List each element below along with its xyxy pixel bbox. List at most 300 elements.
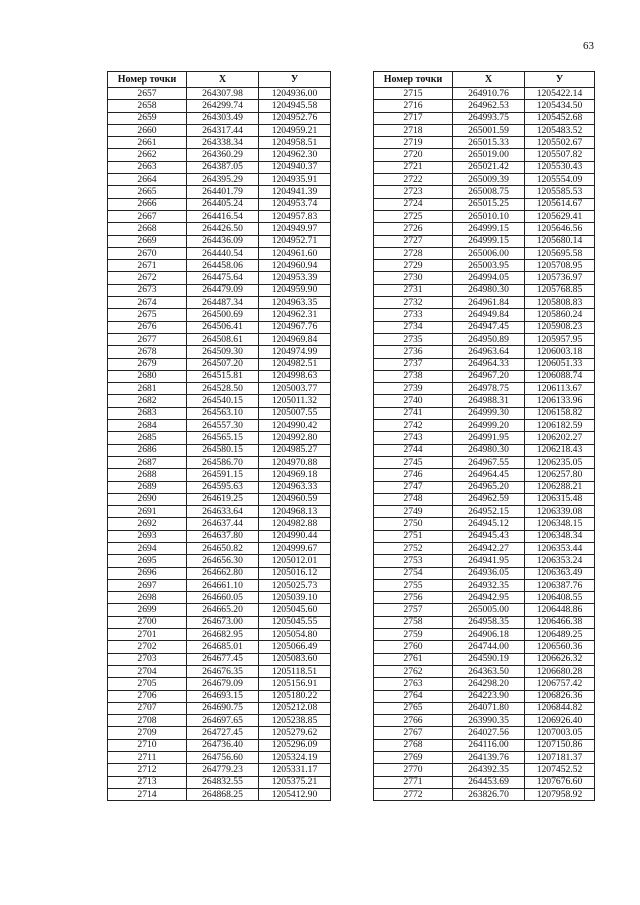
table-row bbox=[108, 124, 331, 136]
table-row bbox=[108, 641, 331, 653]
table-row bbox=[108, 370, 331, 382]
table-row bbox=[108, 727, 331, 739]
point-number-cell: 2660 bbox=[108, 124, 187, 136]
point-number-cell: 2713 bbox=[108, 776, 187, 788]
point-number-cell: 2734 bbox=[374, 321, 453, 333]
y-coordinate-cell: 1205695.58 bbox=[525, 247, 595, 259]
table-row bbox=[108, 346, 331, 358]
y-coordinate-cell: 1205012.01 bbox=[259, 555, 331, 567]
y-coordinate-cell: 1204982.51 bbox=[259, 358, 331, 370]
table-row bbox=[108, 149, 331, 161]
table-row bbox=[374, 333, 595, 345]
point-number-cell: 2722 bbox=[374, 174, 453, 186]
point-number-cell: 2723 bbox=[374, 186, 453, 198]
point-number-cell: 2760 bbox=[374, 641, 453, 653]
table-header-row bbox=[108, 72, 331, 88]
table-row bbox=[374, 309, 595, 321]
x-coordinate-cell: 265008.75 bbox=[453, 186, 525, 198]
point-number-cell: 2746 bbox=[374, 469, 453, 481]
point-number-cell: 2735 bbox=[374, 333, 453, 345]
x-coordinate-cell: 264967.20 bbox=[453, 370, 525, 382]
point-number-cell: 2707 bbox=[108, 702, 187, 714]
table-row bbox=[108, 284, 331, 296]
x-coordinate-cell: 264540.15 bbox=[187, 395, 259, 407]
point-number-cell: 2658 bbox=[108, 100, 187, 112]
y-coordinate-cell: 1204990.44 bbox=[259, 530, 331, 542]
table-row bbox=[108, 555, 331, 567]
point-number-cell: 2726 bbox=[374, 223, 453, 235]
x-coordinate-cell: 264479.09 bbox=[187, 284, 259, 296]
x-coordinate-cell: 264405.24 bbox=[187, 198, 259, 210]
table-row bbox=[108, 739, 331, 751]
y-coordinate-cell: 1207003.05 bbox=[525, 727, 595, 739]
y-coordinate-cell: 1206158.82 bbox=[525, 407, 595, 419]
x-coordinate-cell: 264679.09 bbox=[187, 678, 259, 690]
y-coordinate-cell: 1205039.10 bbox=[259, 592, 331, 604]
y-coordinate-cell: 1206218.43 bbox=[525, 444, 595, 456]
table-row bbox=[374, 752, 595, 764]
point-number-cell: 2758 bbox=[374, 616, 453, 628]
x-coordinate-cell: 264508.61 bbox=[187, 333, 259, 345]
point-number-cell: 2753 bbox=[374, 555, 453, 567]
table-row bbox=[108, 112, 331, 124]
y-coordinate-cell: 1205422.14 bbox=[525, 88, 595, 100]
point-number-cell: 2748 bbox=[374, 493, 453, 505]
y-coordinate-cell: 1206113.67 bbox=[525, 383, 595, 395]
point-number-cell: 2675 bbox=[108, 309, 187, 321]
y-coordinate-cell: 1205530.43 bbox=[525, 161, 595, 173]
point-number-cell: 2692 bbox=[108, 518, 187, 530]
point-number-cell: 2689 bbox=[108, 481, 187, 493]
x-coordinate-cell: 264307.98 bbox=[187, 88, 259, 100]
x-coordinate-cell: 264999.30 bbox=[453, 407, 525, 419]
table-row bbox=[374, 469, 595, 481]
table-row bbox=[374, 137, 595, 149]
point-number-cell: 2673 bbox=[108, 284, 187, 296]
point-number-cell: 2747 bbox=[374, 481, 453, 493]
y-coordinate-cell: 1205007.55 bbox=[259, 407, 331, 419]
point-number-cell: 2771 bbox=[374, 776, 453, 788]
table-row bbox=[108, 481, 331, 493]
point-number-cell: 2764 bbox=[374, 690, 453, 702]
x-coordinate-cell: 264360.29 bbox=[187, 149, 259, 161]
y-coordinate-cell: 1205646.56 bbox=[525, 223, 595, 235]
point-number-cell: 2739 bbox=[374, 383, 453, 395]
y-coordinate-cell: 1204968.13 bbox=[259, 506, 331, 518]
point-number-cell: 2697 bbox=[108, 579, 187, 591]
point-number-cell: 2724 bbox=[374, 198, 453, 210]
table-row bbox=[108, 137, 331, 149]
x-coordinate-cell: 264952.15 bbox=[453, 506, 525, 518]
y-coordinate-cell: 1205629.41 bbox=[525, 210, 595, 222]
y-coordinate-cell: 1204960.59 bbox=[259, 493, 331, 505]
table-row bbox=[108, 210, 331, 222]
y-coordinate-cell: 1205054.80 bbox=[259, 629, 331, 641]
table-row bbox=[374, 235, 595, 247]
y-coordinate-cell: 1205483.52 bbox=[525, 124, 595, 136]
x-coordinate-cell: 264994.05 bbox=[453, 272, 525, 284]
table-row bbox=[108, 579, 331, 591]
y-coordinate-cell: 1204941.39 bbox=[259, 186, 331, 198]
point-number-cell: 2738 bbox=[374, 370, 453, 382]
y-coordinate-cell: 1206088.74 bbox=[525, 370, 595, 382]
table-row bbox=[108, 223, 331, 235]
y-coordinate-cell: 1206202.27 bbox=[525, 432, 595, 444]
y-coordinate-cell: 1206408.55 bbox=[525, 592, 595, 604]
point-number-cell: 2676 bbox=[108, 321, 187, 333]
table-row bbox=[108, 518, 331, 530]
table-row bbox=[374, 407, 595, 419]
x-coordinate-cell: 264980.30 bbox=[453, 444, 525, 456]
point-number-cell: 2763 bbox=[374, 678, 453, 690]
y-coordinate-cell: 1204985.27 bbox=[259, 444, 331, 456]
table-row bbox=[374, 456, 595, 468]
x-coordinate-cell: 264387.05 bbox=[187, 161, 259, 173]
x-coordinate-cell: 264299.74 bbox=[187, 100, 259, 112]
x-coordinate-cell: 265006.00 bbox=[453, 247, 525, 259]
y-coordinate-cell: 1204970.88 bbox=[259, 456, 331, 468]
x-coordinate-cell: 264027.56 bbox=[453, 727, 525, 739]
point-number-cell: 2700 bbox=[108, 616, 187, 628]
table-row bbox=[374, 100, 595, 112]
point-number-cell: 2661 bbox=[108, 137, 187, 149]
x-coordinate-cell: 264942.95 bbox=[453, 592, 525, 604]
x-coordinate-cell: 264727.45 bbox=[187, 727, 259, 739]
table-row bbox=[108, 432, 331, 444]
table-row bbox=[374, 690, 595, 702]
y-coordinate-cell: 1205045.60 bbox=[259, 604, 331, 616]
x-coordinate-cell: 264676.35 bbox=[187, 665, 259, 677]
table-row bbox=[374, 788, 595, 800]
table-row bbox=[108, 690, 331, 702]
table-row bbox=[374, 481, 595, 493]
point-number-cell: 2679 bbox=[108, 358, 187, 370]
x-coordinate-cell: 264595.63 bbox=[187, 481, 259, 493]
x-coordinate-cell: 264303.49 bbox=[187, 112, 259, 124]
y-coordinate-cell: 1204969.18 bbox=[259, 469, 331, 481]
point-number-cell: 2667 bbox=[108, 210, 187, 222]
point-number-cell: 2759 bbox=[374, 629, 453, 641]
y-coordinate-cell: 1207181.37 bbox=[525, 752, 595, 764]
table-row bbox=[374, 186, 595, 198]
point-number-cell: 2754 bbox=[374, 567, 453, 579]
x-coordinate-cell: 264453.69 bbox=[453, 776, 525, 788]
x-coordinate-cell: 264416.54 bbox=[187, 210, 259, 222]
point-number-cell: 2695 bbox=[108, 555, 187, 567]
point-number-cell: 2657 bbox=[108, 88, 187, 100]
y-coordinate-cell: 1204945.58 bbox=[259, 100, 331, 112]
point-number-cell: 2765 bbox=[374, 702, 453, 714]
point-number-cell: 2664 bbox=[108, 174, 187, 186]
table-row bbox=[108, 764, 331, 776]
x-coordinate-cell: 263826.70 bbox=[453, 788, 525, 800]
y-coordinate-cell: 1205156.91 bbox=[259, 678, 331, 690]
header-y: У bbox=[525, 72, 595, 88]
table-row bbox=[374, 592, 595, 604]
y-coordinate-cell: 1206133.96 bbox=[525, 395, 595, 407]
y-coordinate-cell: 1204962.31 bbox=[259, 309, 331, 321]
y-coordinate-cell: 1205502.67 bbox=[525, 137, 595, 149]
point-number-cell: 2704 bbox=[108, 665, 187, 677]
table-row bbox=[108, 530, 331, 542]
table-row bbox=[108, 616, 331, 628]
table-row bbox=[108, 309, 331, 321]
table-row bbox=[108, 752, 331, 764]
point-number-cell: 2721 bbox=[374, 161, 453, 173]
x-coordinate-cell: 265001.59 bbox=[453, 124, 525, 136]
point-number-cell: 2751 bbox=[374, 530, 453, 542]
point-number-cell: 2720 bbox=[374, 149, 453, 161]
point-number-cell: 2757 bbox=[374, 604, 453, 616]
x-coordinate-cell: 264980.30 bbox=[453, 284, 525, 296]
x-coordinate-cell: 265019.00 bbox=[453, 149, 525, 161]
x-coordinate-cell: 264665.20 bbox=[187, 604, 259, 616]
y-coordinate-cell: 1205279.62 bbox=[259, 727, 331, 739]
x-coordinate-cell: 264779.23 bbox=[187, 764, 259, 776]
table-row bbox=[108, 653, 331, 665]
point-number-cell: 2714 bbox=[108, 788, 187, 800]
x-coordinate-cell: 265021.42 bbox=[453, 161, 525, 173]
y-coordinate-cell: 1205083.60 bbox=[259, 653, 331, 665]
x-coordinate-cell: 264999.20 bbox=[453, 420, 525, 432]
point-number-cell: 2741 bbox=[374, 407, 453, 419]
table-row bbox=[108, 260, 331, 272]
point-number-cell: 2744 bbox=[374, 444, 453, 456]
point-number-cell: 2725 bbox=[374, 210, 453, 222]
point-number-cell: 2663 bbox=[108, 161, 187, 173]
table-row bbox=[374, 542, 595, 554]
point-number-cell: 2736 bbox=[374, 346, 453, 358]
y-coordinate-cell: 1205554.09 bbox=[525, 174, 595, 186]
y-coordinate-cell: 1205768.85 bbox=[525, 284, 595, 296]
point-number-cell: 2767 bbox=[374, 727, 453, 739]
table-row bbox=[108, 542, 331, 554]
x-coordinate-cell: 264910.76 bbox=[453, 88, 525, 100]
y-coordinate-cell: 1205212.08 bbox=[259, 702, 331, 714]
point-number-cell: 2772 bbox=[374, 788, 453, 800]
y-coordinate-cell: 1204935.91 bbox=[259, 174, 331, 186]
coordinates-table-left bbox=[107, 71, 331, 801]
table-row bbox=[108, 161, 331, 173]
point-number-cell: 2717 bbox=[374, 112, 453, 124]
table-row bbox=[108, 321, 331, 333]
point-number-cell: 2693 bbox=[108, 530, 187, 542]
y-coordinate-cell: 1205507.82 bbox=[525, 149, 595, 161]
x-coordinate-cell: 264936.05 bbox=[453, 567, 525, 579]
x-coordinate-cell: 264436.09 bbox=[187, 235, 259, 247]
table-row bbox=[374, 444, 595, 456]
y-coordinate-cell: 1204998.63 bbox=[259, 370, 331, 382]
x-coordinate-cell: 264662.80 bbox=[187, 567, 259, 579]
table-row bbox=[108, 235, 331, 247]
x-coordinate-cell: 264963.64 bbox=[453, 346, 525, 358]
point-number-cell: 2750 bbox=[374, 518, 453, 530]
point-number-cell: 2670 bbox=[108, 247, 187, 259]
table-row bbox=[374, 715, 595, 727]
x-coordinate-cell: 264697.65 bbox=[187, 715, 259, 727]
table-row bbox=[374, 702, 595, 714]
y-coordinate-cell: 1204958.51 bbox=[259, 137, 331, 149]
table-row bbox=[374, 223, 595, 235]
point-number-cell: 2671 bbox=[108, 260, 187, 272]
table-row bbox=[108, 592, 331, 604]
y-coordinate-cell: 1206353.44 bbox=[525, 542, 595, 554]
point-number-cell: 2737 bbox=[374, 358, 453, 370]
y-coordinate-cell: 1204969.84 bbox=[259, 333, 331, 345]
table-row bbox=[374, 555, 595, 567]
point-number-cell: 2705 bbox=[108, 678, 187, 690]
point-number-cell: 2701 bbox=[108, 629, 187, 641]
y-coordinate-cell: 1205066.49 bbox=[259, 641, 331, 653]
x-coordinate-cell: 264673.00 bbox=[187, 616, 259, 628]
y-coordinate-cell: 1206844.82 bbox=[525, 702, 595, 714]
point-number-cell: 2752 bbox=[374, 542, 453, 554]
y-coordinate-cell: 1205736.97 bbox=[525, 272, 595, 284]
coordinates-table-right bbox=[373, 71, 595, 801]
y-coordinate-cell: 1204959.21 bbox=[259, 124, 331, 136]
x-coordinate-cell: 264363.50 bbox=[453, 665, 525, 677]
table-row bbox=[374, 112, 595, 124]
y-coordinate-cell: 1206288.21 bbox=[525, 481, 595, 493]
x-coordinate-cell: 265009.39 bbox=[453, 174, 525, 186]
table-row bbox=[108, 493, 331, 505]
table-row bbox=[108, 702, 331, 714]
table-row bbox=[374, 641, 595, 653]
point-number-cell: 2696 bbox=[108, 567, 187, 579]
table-row bbox=[374, 629, 595, 641]
point-number-cell: 2683 bbox=[108, 407, 187, 419]
y-coordinate-cell: 1204963.33 bbox=[259, 481, 331, 493]
x-coordinate-cell: 264426.50 bbox=[187, 223, 259, 235]
table-row bbox=[374, 579, 595, 591]
point-number-cell: 2749 bbox=[374, 506, 453, 518]
x-coordinate-cell: 264637.80 bbox=[187, 530, 259, 542]
table-row bbox=[108, 272, 331, 284]
y-coordinate-cell: 1206560.36 bbox=[525, 641, 595, 653]
table-row bbox=[108, 715, 331, 727]
table-row bbox=[374, 764, 595, 776]
table-row bbox=[108, 678, 331, 690]
y-coordinate-cell: 1205375.21 bbox=[259, 776, 331, 788]
table-row bbox=[374, 567, 595, 579]
x-coordinate-cell: 264660.05 bbox=[187, 592, 259, 604]
y-coordinate-cell: 1204953.39 bbox=[259, 272, 331, 284]
x-coordinate-cell: 264475.64 bbox=[187, 272, 259, 284]
point-number-cell: 2677 bbox=[108, 333, 187, 345]
x-coordinate-cell: 264557.30 bbox=[187, 420, 259, 432]
y-coordinate-cell: 1204974.99 bbox=[259, 346, 331, 358]
x-coordinate-cell: 264950.89 bbox=[453, 333, 525, 345]
point-number-cell: 2745 bbox=[374, 456, 453, 468]
x-coordinate-cell: 264832.55 bbox=[187, 776, 259, 788]
y-coordinate-cell: 1204952.76 bbox=[259, 112, 331, 124]
table-row bbox=[374, 506, 595, 518]
table-row bbox=[374, 616, 595, 628]
x-coordinate-cell: 265010.10 bbox=[453, 210, 525, 222]
y-coordinate-cell: 1205045.55 bbox=[259, 616, 331, 628]
point-number-cell: 2756 bbox=[374, 592, 453, 604]
point-number-cell: 2733 bbox=[374, 309, 453, 321]
y-coordinate-cell: 1206826.36 bbox=[525, 690, 595, 702]
table-row bbox=[374, 358, 595, 370]
y-coordinate-cell: 1206466.38 bbox=[525, 616, 595, 628]
point-number-cell: 2669 bbox=[108, 235, 187, 247]
table-row bbox=[108, 297, 331, 309]
y-coordinate-cell: 1204959.90 bbox=[259, 284, 331, 296]
y-coordinate-cell: 1206387.76 bbox=[525, 579, 595, 591]
header-x: X bbox=[187, 72, 259, 88]
x-coordinate-cell: 264317.44 bbox=[187, 124, 259, 136]
x-coordinate-cell: 264967.55 bbox=[453, 456, 525, 468]
point-number-cell: 2680 bbox=[108, 370, 187, 382]
x-coordinate-cell: 264756.60 bbox=[187, 752, 259, 764]
point-number-cell: 2662 bbox=[108, 149, 187, 161]
table-row bbox=[108, 358, 331, 370]
point-number-cell: 2706 bbox=[108, 690, 187, 702]
table-row bbox=[374, 665, 595, 677]
x-coordinate-cell: 264999.15 bbox=[453, 235, 525, 247]
table-body-left bbox=[108, 88, 331, 801]
x-coordinate-cell: 264487.34 bbox=[187, 297, 259, 309]
y-coordinate-cell: 1205025.73 bbox=[259, 579, 331, 591]
x-coordinate-cell: 264619.25 bbox=[187, 493, 259, 505]
point-number-cell: 2698 bbox=[108, 592, 187, 604]
x-coordinate-cell: 264071.80 bbox=[453, 702, 525, 714]
table-row bbox=[108, 174, 331, 186]
x-coordinate-cell: 264401.79 bbox=[187, 186, 259, 198]
table-row bbox=[374, 383, 595, 395]
y-coordinate-cell: 1207676.60 bbox=[525, 776, 595, 788]
table-row bbox=[374, 530, 595, 542]
y-coordinate-cell: 1207452.52 bbox=[525, 764, 595, 776]
y-coordinate-cell: 1205434.50 bbox=[525, 100, 595, 112]
point-number-cell: 2666 bbox=[108, 198, 187, 210]
point-number-cell: 2770 bbox=[374, 764, 453, 776]
x-coordinate-cell: 264993.75 bbox=[453, 112, 525, 124]
x-coordinate-cell: 264223.90 bbox=[453, 690, 525, 702]
table-row bbox=[374, 370, 595, 382]
point-number-cell: 2727 bbox=[374, 235, 453, 247]
table-row bbox=[374, 124, 595, 136]
table-row bbox=[374, 297, 595, 309]
table-row bbox=[374, 321, 595, 333]
header-point-number: Номер точки bbox=[108, 72, 187, 88]
x-coordinate-cell: 264591.15 bbox=[187, 469, 259, 481]
x-coordinate-cell: 264528.50 bbox=[187, 383, 259, 395]
y-coordinate-cell: 1206315.48 bbox=[525, 493, 595, 505]
table-row bbox=[108, 629, 331, 641]
page-number: 63 bbox=[583, 40, 594, 52]
table-row bbox=[374, 493, 595, 505]
x-coordinate-cell: 264961.84 bbox=[453, 297, 525, 309]
point-number-cell: 2743 bbox=[374, 432, 453, 444]
point-number-cell: 2768 bbox=[374, 739, 453, 751]
y-coordinate-cell: 1205011.32 bbox=[259, 395, 331, 407]
y-coordinate-cell: 1205908.23 bbox=[525, 321, 595, 333]
x-coordinate-cell: 264964.45 bbox=[453, 469, 525, 481]
y-coordinate-cell: 1205585.53 bbox=[525, 186, 595, 198]
table-row bbox=[108, 506, 331, 518]
point-number-cell: 2730 bbox=[374, 272, 453, 284]
y-coordinate-cell: 1204957.83 bbox=[259, 210, 331, 222]
point-number-cell: 2716 bbox=[374, 100, 453, 112]
point-number-cell: 2702 bbox=[108, 641, 187, 653]
y-coordinate-cell: 1205180.22 bbox=[259, 690, 331, 702]
x-coordinate-cell: 264298.20 bbox=[453, 678, 525, 690]
x-coordinate-cell: 264506.41 bbox=[187, 321, 259, 333]
table-row bbox=[108, 395, 331, 407]
y-coordinate-cell: 1206926.40 bbox=[525, 715, 595, 727]
